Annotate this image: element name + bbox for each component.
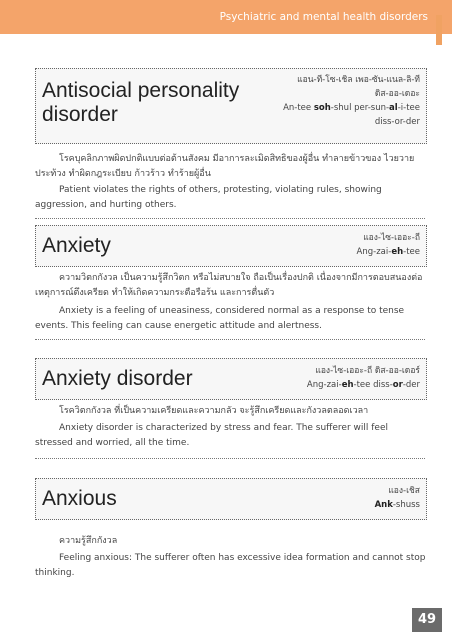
term-title bbox=[42, 79, 239, 127]
term-box bbox=[35, 478, 427, 520]
thai-description: โรคบุคลิกภาพผิดปกติแบบต่อต้านสังคม มีอาการละเมิดสิทธิของผู้อื่น ทำลายข้าวของ ไวยวาย ประท้วง ทำผิดกฎระเบียบ ก้าวร้าว ทำร้ายผู้อื่น bbox=[35, 154, 415, 179]
english-description: Patient violates the rights of others, protesting, violating rules, showing aggression, and hurting others. bbox=[35, 185, 382, 210]
pronunciation-thai: แอง-ไซ-เออะ-ถี bbox=[363, 233, 420, 243]
page-number-box bbox=[412, 608, 442, 632]
page-header bbox=[0, 0, 452, 34]
separator bbox=[35, 339, 425, 340]
pronunciation-thai: แอง-เชิส bbox=[388, 486, 420, 496]
term-box bbox=[35, 358, 427, 400]
header-accent-bar bbox=[436, 15, 442, 45]
pronunciation-english: Ang-zai-eh-tee bbox=[356, 247, 420, 257]
term-box bbox=[35, 225, 427, 267]
pronunciation-english: Ank-shuss bbox=[374, 500, 420, 510]
english-description: Feeling anxious: The sufferer often has excessive idea formation and cannot stop thinking. bbox=[35, 553, 426, 578]
term-box bbox=[35, 68, 427, 144]
separator bbox=[35, 218, 425, 219]
english-description: Anxiety is a feeling of uneasiness, considered normal as a response to tense events. This feeling can cause energetic attitude and alertness. bbox=[35, 306, 405, 331]
term-title: Anxiety disorder bbox=[42, 367, 193, 390]
pronunciation-thai: แอน-ที-โซ-เชิล เพอ-ซัน-แนล-ลิ-ที bbox=[297, 75, 420, 85]
pronunciation-english-2: diss-or-der bbox=[374, 117, 420, 127]
pronunciation bbox=[307, 364, 420, 392]
thai-description: ความรู้สึกกังวล bbox=[59, 536, 118, 546]
pronunciation-english: Ang-zai-eh-tee diss-or-der bbox=[306, 380, 420, 390]
term-title: Anxiety bbox=[42, 234, 111, 257]
pronunciation-thai: แอง-ไซ-เออะ-ถี ดิส-ออ-เดอร์ bbox=[315, 366, 420, 376]
pronunciation-thai-2: ดิส-ออ-เดอะ bbox=[374, 89, 420, 99]
thai-description: ความวิตกกังวล เป็นความรู้สึกวิตก หรือไม่สบายใจ ถือเป็นเรื่องปกติ เนื่องจากมีการตอบสนองต่อเหตุการณ์ตึงเครียด ทำให้เกิดความกระตือรือร้น และการตื่นตัว bbox=[35, 273, 423, 298]
term-line-1: Antisocial personality bbox=[42, 79, 240, 102]
pronunciation bbox=[375, 484, 420, 512]
term-line-2: disorder bbox=[42, 103, 118, 126]
page-number: 49 bbox=[417, 612, 437, 627]
thai-description: โรควิตกกังวล ที่เป็นความเครียดและความกลัว จะรู้สึกเครียดและกังวลตลอดเวลา bbox=[59, 406, 369, 416]
pronunciation bbox=[357, 231, 420, 259]
separator bbox=[35, 458, 425, 459]
pronunciation bbox=[283, 73, 420, 129]
header-title: Psychiatric and mental health disorders bbox=[219, 11, 428, 23]
term-title: Anxious bbox=[42, 487, 117, 510]
english-description: Anxiety disorder is characterized by stress and fear. The sufferer will feel stressed and worried, all the time. bbox=[35, 423, 388, 448]
pronunciation-english: An-tee soh-shul per-sun-al-i-tee bbox=[283, 103, 420, 113]
